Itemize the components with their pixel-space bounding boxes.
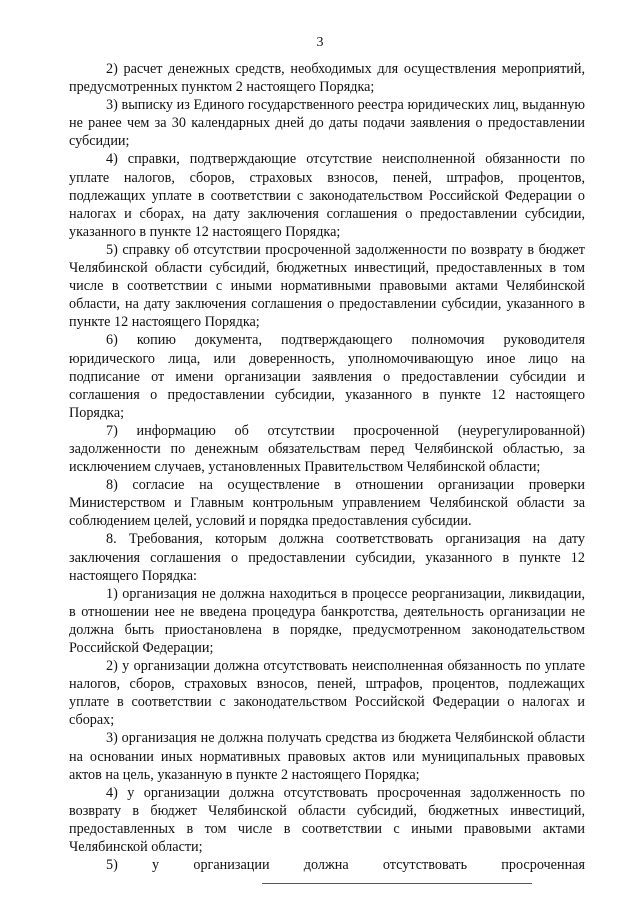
page-number: 3 (316, 35, 324, 50)
footer-divider (262, 883, 532, 884)
paragraph-requirement-2: 2) у организации должна отсутствовать неисполненная обязанность по уплате налогов, сборов, страховых взносов, пеней, штрафов, процентов, подлежащих уплате в соответствии с законодательством Российской Федерации о налогах и сборах; (69, 658, 585, 729)
paragraph-list-item-2: 2) расчет денежных средств, необходимых для осуществления мероприятий, предусмотренных пунктом 2 настоящего Порядка; (69, 61, 585, 96)
paragraph-list-item-6: 6) копию документа, подтверждающего полномочия руководителя юридического лица, или доверенность, уполномочивающую иное лицо на подписание от имени организации заявления о предоставлении субсидии и соглашения о предоставлении субсидии, указанного в пункте 12 настоящего Порядка; (69, 332, 585, 421)
paragraph-requirement-5: 5) у организации должна отсутствовать просроченная (106, 857, 585, 874)
paragraph-list-item-5: 5) справку об отсутствии просроченной задолженности по возврату в бюджет Челябинской области субсидий, бюджетных инвестиций, предоставленных в том числе в соответствии с иными нормативными правовыми актами Челябинской области, на дату заключения соглашения о предоставлении субсидии, указанного в пункте 12 настоящего Порядка; (69, 241, 585, 331)
paragraph-requirement-3: 3) организация не должна получать средства из бюджета Челябинской области на основании иных нормативных правовых актов или муниципальных правовых актов на цель, указанную в пункте 2 настоящего Порядка; (69, 730, 585, 783)
paragraph-requirement-4: 4) у организации должна отсутствовать просроченная задолженность по возврату в бюджет Челябинской области субсидий, бюджетных инвестиций, предоставленных в том числе в соответствии с иными правовыми актами Челябинской области; (69, 784, 585, 856)
paragraph-list-item-4: 4) справки, подтверждающие отсутствие неисполненной обязанности по уплате налогов, сборов, страховых взносов, пеней, штрафов, процентов, подлежащих уплате в соответствии с законодательством Российской Федерации о налогах и сборах, на дату заключения соглашения о предоставлении субсидии, указанного в пункте 12 настоящего Порядка; (69, 151, 585, 240)
paragraph-requirement-1: 1) организация не должна находиться в процессе реорганизации, ликвидации, в отношении нее не введена процедура банкротства, деятельность организации не должна быть приостановлена в порядке, предусмотренном законодательством Российской Федерации; (69, 585, 585, 656)
document-body (69, 60, 585, 874)
paragraph-section-8: 8. Требования, которым должна соответствовать организация на дату заключения соглашения о предоставлении субсидии, указанного в пункте 12 настоящего Порядка: (69, 531, 585, 584)
paragraph-list-item-7: 7) информацию об отсутствии просроченной (неурегулированной) задолженности по денежным обязательствам перед Челябинской областью, за исключением случаев, установленных Правительством Челябинской области; (69, 422, 585, 476)
paragraph-list-item-3: 3) выписку из Единого государственного реестра юридических лиц, выданную не ранее чем за 30 календарных дней до даты подачи заявления о предоставлении субсидии; (69, 97, 585, 150)
paragraph-list-item-8: 8) согласие на осуществление в отношении организации проверки Министерством и Главным контрольным управлением Челябинской области за соблюдением целей, условий и порядка предоставления субсидии. (69, 477, 585, 530)
